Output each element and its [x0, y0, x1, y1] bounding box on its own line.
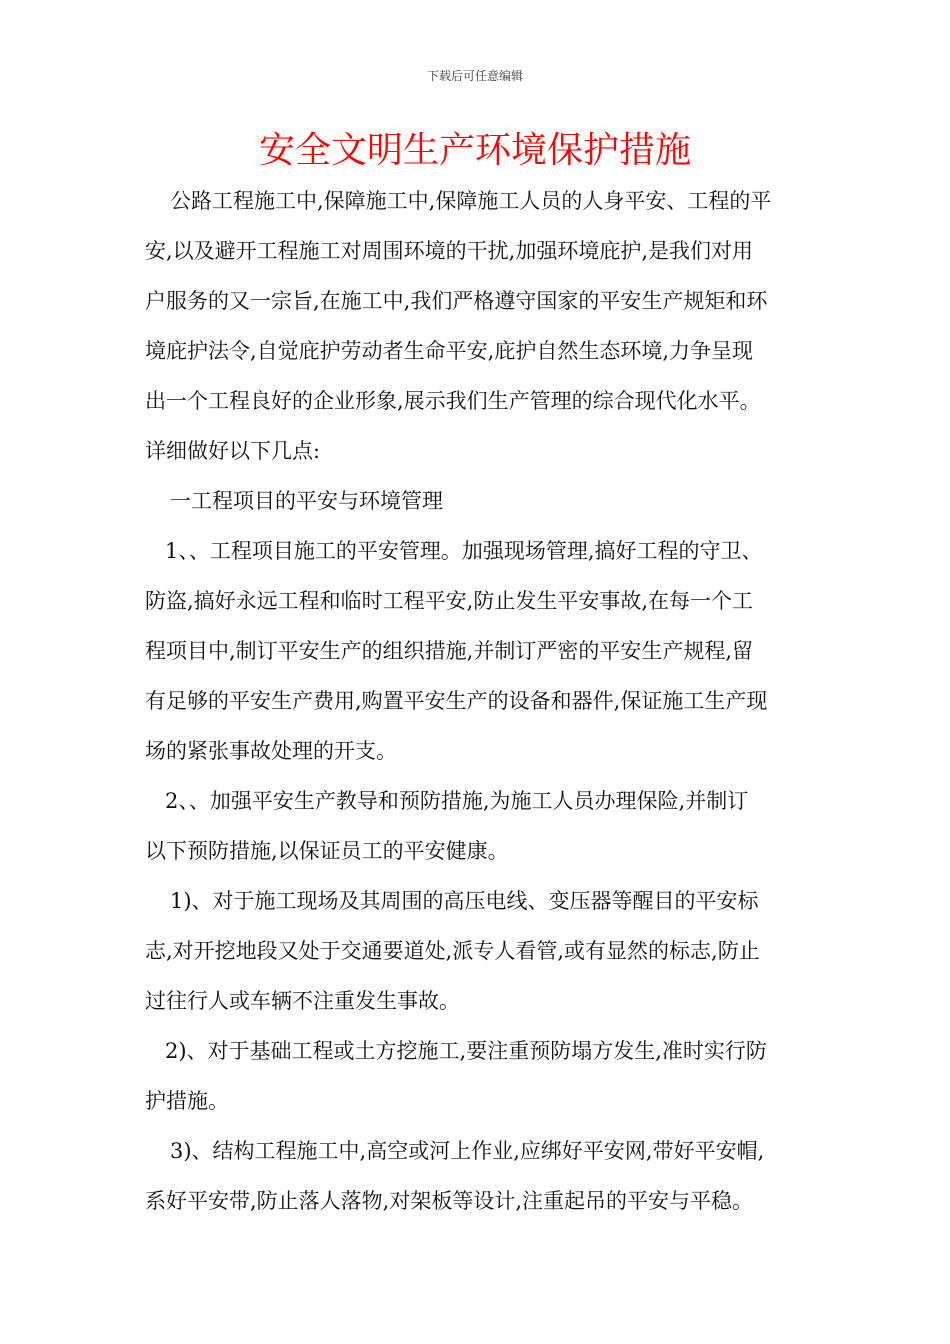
paragraph-line: 公路工程施工中,保障施工中,保障施工人员的人身平安、工程的平: [170, 189, 772, 213]
paragraph-line: 程项目中,制订平安生产的组织措施,并制订严密的平安生产规程,留: [145, 639, 754, 663]
paragraph-line: 详细做好以下几点:: [145, 439, 321, 463]
paragraph-line: 有足够的平安生产费用,购置平安生产的设备和器件,保证施工生产现: [145, 689, 768, 713]
paragraph-line: 过往行人或车辆不注重发生事故。: [145, 989, 460, 1013]
paragraph-line: 安,以及避开工程施工对周围环境的干扰,加强环境庇护,是我们对用: [145, 239, 754, 263]
paragraph-line: 1)、对于施工现场及其周围的高压电线、变压器等醒目的平安标: [170, 889, 759, 913]
section-heading: 一工程项目的平安与环境管理: [170, 489, 443, 513]
header-note: 下载后可任意编辑: [426, 69, 523, 83]
paragraph-line: 3)、结构工程施工中,高空或河上作业,应绑好平安网,带好平安帽,: [170, 1139, 765, 1163]
paragraph-line: 护措施。: [145, 1089, 229, 1113]
document-title: 安全文明生产环境保护措施: [258, 130, 691, 171]
paragraph-line: 1、、工程项目施工的平安管理。加强现场管理,搞好工程的守卫、: [165, 539, 763, 563]
paragraph-line: 系好平安带,防止落人落物,对架板等设计,注重起吊的平安与平稳。: [145, 1189, 754, 1213]
paragraph-line: 防盗,搞好永远工程和临时工程平安,防止发生平安事故,在每一个工: [145, 589, 754, 613]
paragraph-line: 出一个工程良好的企业形象,展示我们生产管理的综合现代化水平。: [145, 389, 761, 413]
paragraph-line: 志,对开挖地段又处于交通要道处,派专人看管,或有显然的标志,防止: [145, 939, 760, 963]
paragraph-line: 2、、加强平安生产教导和预防措施,为施工人员办理保险,并制订: [165, 789, 749, 813]
paragraph-line: 2)、对于基础工程或土方挖施工,要注重预防塌方发生,准时实行防: [165, 1039, 767, 1063]
paragraph-line: 以下预防措施,以保证员工的平安健康。: [145, 839, 509, 863]
paragraph-line: 境庇护法令,自觉庇护劳动者生命平安,庇护自然生态环境,力争呈现: [145, 339, 754, 363]
paragraph-line: 户服务的又一宗旨,在施工中,我们严格遵守国家的平安生产规矩和环: [145, 289, 768, 313]
paragraph-line: 场的紧张事故处理的开支。: [145, 739, 397, 763]
